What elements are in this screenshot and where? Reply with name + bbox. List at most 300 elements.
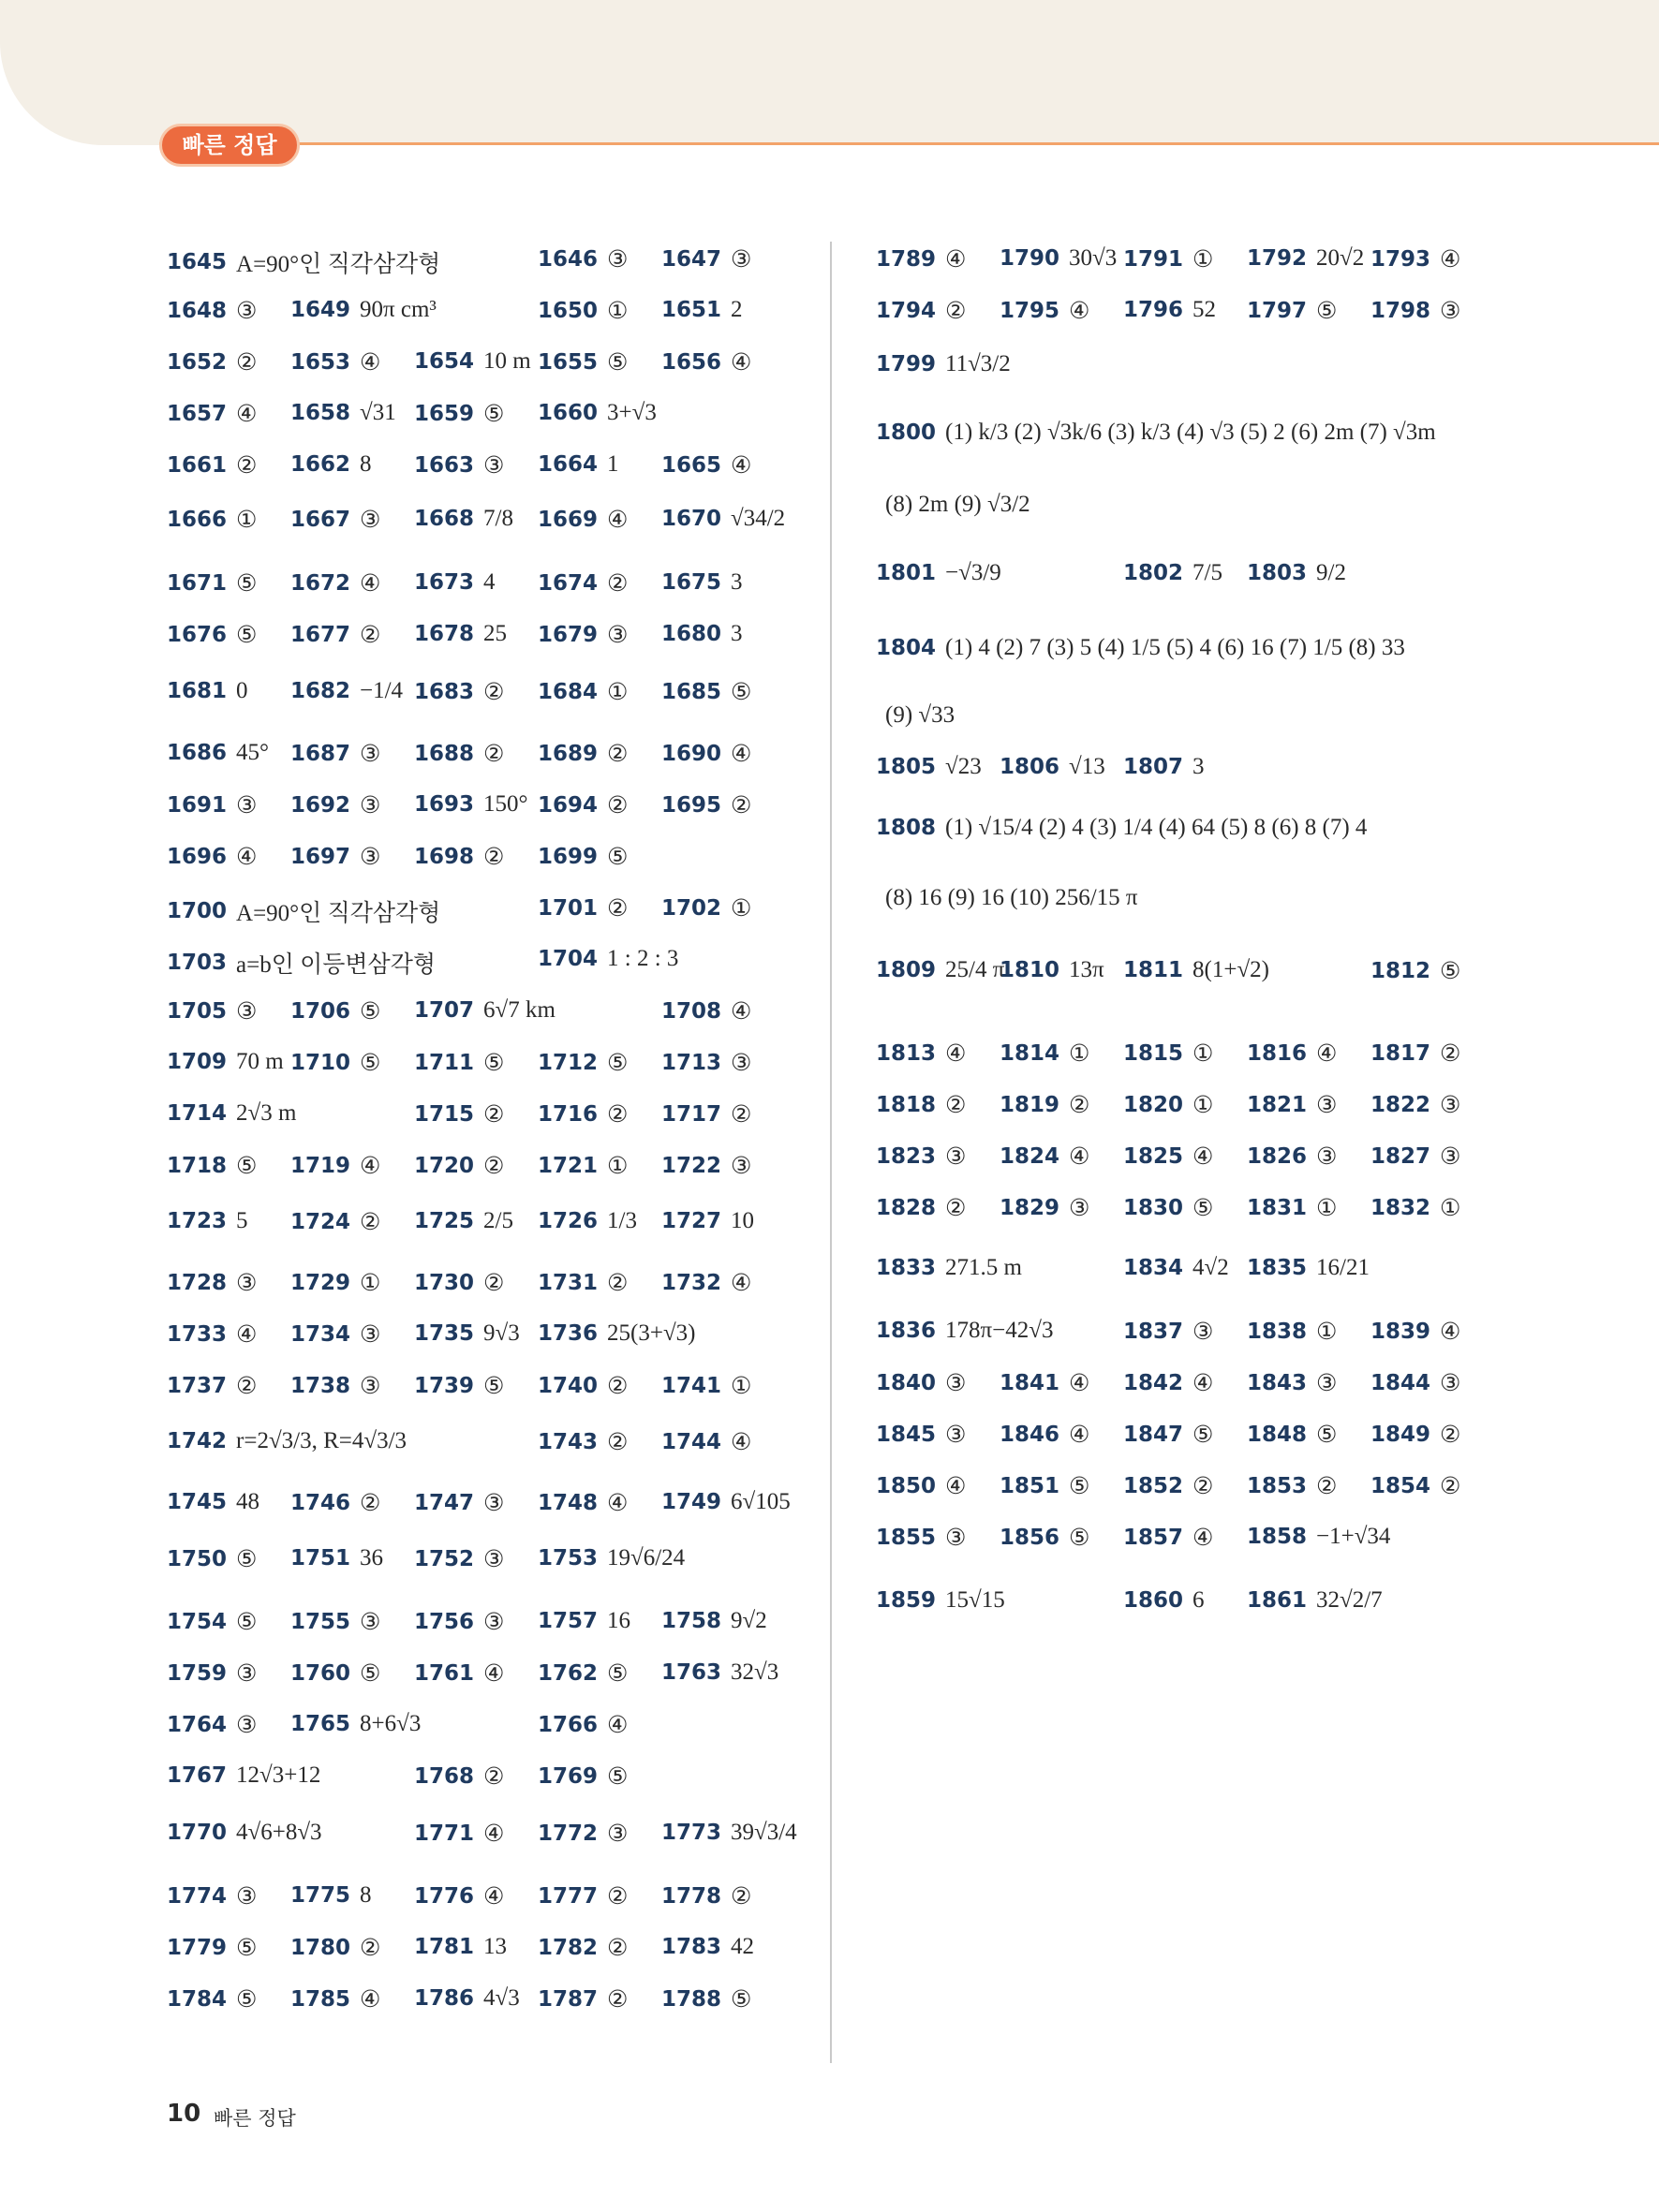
answer-value: 13π <box>1069 957 1104 982</box>
answer-value: ③ <box>607 247 629 273</box>
answer-item <box>290 997 380 1025</box>
answer-item <box>538 621 628 649</box>
answer-item <box>290 1711 421 1737</box>
answer-item <box>1123 1255 1229 1281</box>
answer-value: ③ <box>1440 1093 1461 1118</box>
answer-item <box>1247 297 1337 325</box>
answer-value: ① <box>236 508 258 533</box>
answer-value: ① <box>607 299 629 324</box>
answer-item <box>1123 1472 1213 1500</box>
problem-number: 1793 <box>1370 247 1431 272</box>
problem-number: 1833 <box>876 1256 937 1280</box>
answer-item <box>167 1489 259 1515</box>
answer-item <box>538 1100 628 1128</box>
answer-value: ⑤ <box>483 402 505 427</box>
answer-value: ② <box>731 1102 752 1128</box>
answer-item <box>414 791 528 818</box>
answer-item <box>414 1320 520 1347</box>
answer-value: ③ <box>1440 299 1461 324</box>
answer-value: 9√3 <box>483 1320 520 1346</box>
answer-value: 6√7 km <box>483 997 555 1023</box>
answer-value: 10 m <box>483 348 531 374</box>
answer-item <box>167 1820 322 1846</box>
answer-item <box>1370 1369 1460 1397</box>
answer-item <box>661 1100 751 1128</box>
answer-value: ② <box>483 1764 505 1790</box>
answer-item <box>876 635 1405 661</box>
problem-number: 1774 <box>167 1884 228 1909</box>
answer-item <box>167 1659 257 1688</box>
problem-number: 1719 <box>290 1154 351 1178</box>
problem-number: 1778 <box>661 1884 722 1909</box>
answer-value: 11√3/2 <box>945 351 1011 376</box>
section-badge: 빠른 정답 <box>159 124 300 167</box>
answer-item <box>661 894 751 922</box>
problem-number: 1684 <box>538 680 599 704</box>
problem-number: 1728 <box>167 1271 228 1295</box>
answer-value: ③ <box>731 247 752 273</box>
problem-number: 1798 <box>1370 299 1431 323</box>
answer-item <box>414 1985 520 2012</box>
problem-number: 1804 <box>876 636 937 660</box>
answer-value: ② <box>945 1093 967 1118</box>
problem-number: 1714 <box>167 1101 228 1126</box>
answer-item <box>876 297 966 325</box>
answer-item <box>876 1318 1053 1344</box>
answer-item <box>538 1762 628 1791</box>
answer-item <box>1000 754 1105 780</box>
problem-number: 1764 <box>167 1713 228 1737</box>
answer-item <box>661 348 751 376</box>
problem-number: 1672 <box>290 571 351 596</box>
answer-value: ④ <box>1316 1041 1338 1067</box>
answer-item <box>290 1372 380 1400</box>
answer-value: 39√3/4 <box>731 1820 797 1845</box>
problem-number: 1739 <box>414 1374 475 1398</box>
answer-value: 2√3 m <box>236 1100 297 1126</box>
answer-item <box>167 1269 257 1297</box>
answer-value: ① <box>1192 1041 1214 1067</box>
answer-item <box>876 815 1367 841</box>
answer-value: ② <box>360 1491 381 1516</box>
problem-number: 1725 <box>414 1209 475 1233</box>
answer-value: ③ <box>236 1271 258 1296</box>
answer-item <box>167 1711 257 1739</box>
answer-value: 70 m <box>236 1049 284 1074</box>
answer-item <box>1123 1040 1213 1068</box>
answer-value: ⑤ <box>236 1936 258 1961</box>
answer-value: ② <box>1316 1474 1338 1499</box>
answer-item <box>167 348 257 376</box>
problem-number: 1723 <box>167 1209 228 1233</box>
answer-value: ③ <box>731 1051 752 1076</box>
problem-number: 1808 <box>876 816 937 840</box>
answer-item <box>167 678 248 704</box>
answer-item <box>1247 245 1364 272</box>
answer-item <box>167 1320 257 1349</box>
problem-number: 1651 <box>661 298 722 322</box>
answer-item <box>538 1985 628 2013</box>
problem-number: 1761 <box>414 1661 475 1686</box>
problem-number: 1715 <box>414 1102 475 1127</box>
problem-number: 1668 <box>414 507 475 531</box>
problem-number: 1776 <box>414 1884 475 1909</box>
answer-item <box>167 894 440 928</box>
answer-value: ④ <box>483 1821 505 1847</box>
answer-item <box>538 1711 628 1739</box>
answer-value: ② <box>236 1374 258 1399</box>
answer-value: ④ <box>1069 299 1090 324</box>
answer-value: ③ <box>1440 1144 1461 1170</box>
problem-number: 1741 <box>661 1374 722 1398</box>
answer-item <box>538 400 657 426</box>
answer-item <box>290 791 380 819</box>
problem-number: 1649 <box>290 298 351 322</box>
answer-item <box>414 843 504 871</box>
answer-item <box>414 1049 504 1077</box>
problem-number: 1731 <box>538 1271 599 1295</box>
answer-item <box>661 1934 754 1960</box>
answer-item <box>876 702 955 729</box>
answer-item <box>661 1372 751 1400</box>
problem-number: 1646 <box>538 247 599 272</box>
answer-item <box>1000 1194 1089 1222</box>
problem-number: 1645 <box>167 250 228 274</box>
problem-number: 1858 <box>1247 1525 1308 1549</box>
answer-item <box>538 894 628 922</box>
answer-value: ① <box>1316 1196 1338 1221</box>
answer-item <box>1370 1472 1460 1500</box>
answer-value: ⑤ <box>1440 959 1461 984</box>
problem-number: 1705 <box>167 999 228 1024</box>
answer-value: 7/5 <box>1192 560 1222 585</box>
answer-value: ② <box>607 1884 629 1910</box>
answer-item <box>414 997 555 1024</box>
answer-value: ③ <box>483 1610 505 1635</box>
answer-item <box>1247 1143 1337 1171</box>
answer-value: 150° <box>483 791 528 817</box>
answer-item <box>661 1208 754 1234</box>
answer-value: ④ <box>607 1713 629 1738</box>
problem-number: 1762 <box>538 1661 599 1686</box>
problem-number: 1738 <box>290 1374 351 1398</box>
answer-item <box>661 1608 767 1634</box>
answer-item <box>661 621 743 647</box>
problem-number: 1768 <box>414 1764 475 1789</box>
answer-value: ⑤ <box>483 1051 505 1076</box>
answer-value: ④ <box>731 999 752 1025</box>
answer-item <box>661 569 743 596</box>
answer-value: ② <box>483 680 505 705</box>
problem-number: 1647 <box>661 247 722 272</box>
answer-item <box>1370 297 1460 325</box>
answer-value: ⑤ <box>607 1764 629 1790</box>
answer-value: −1+√34 <box>1316 1524 1391 1549</box>
problem-number: 1813 <box>876 1041 937 1066</box>
answer-item <box>290 1985 380 2013</box>
problem-number: 1829 <box>1000 1196 1060 1220</box>
answer-value: ⑤ <box>1316 1423 1338 1448</box>
answer-item <box>1123 1421 1213 1449</box>
answer-item <box>290 621 380 649</box>
answer-value: ③ <box>483 1491 505 1516</box>
answer-item <box>167 1934 257 1962</box>
answer-item <box>167 1152 257 1180</box>
answer-value: ② <box>483 845 505 870</box>
answer-value: ④ <box>360 571 381 597</box>
answer-value: 32√3 <box>731 1659 779 1685</box>
answer-value: ② <box>1440 1423 1461 1448</box>
problem-number: 1792 <box>1247 246 1308 271</box>
answer-item <box>538 1489 628 1517</box>
header-rule <box>159 142 1659 145</box>
problem-number: 1652 <box>167 350 228 375</box>
problem-number: 1824 <box>1000 1144 1060 1169</box>
answer-item <box>290 506 380 534</box>
answer-value: (1) 4 (2) 7 (3) 5 (4) 1/5 (5) 4 (6) 16 (7) 1/5 (8) 33 <box>945 635 1405 660</box>
answer-item <box>538 1049 628 1077</box>
answer-item <box>661 245 751 273</box>
answer-value: ⑤ <box>236 623 258 648</box>
answer-item <box>167 245 440 279</box>
problem-number: 1837 <box>1123 1320 1184 1344</box>
answer-item <box>414 678 504 706</box>
answer-value: 9√2 <box>731 1608 767 1633</box>
answer-item <box>538 1882 628 1910</box>
problem-number: 1835 <box>1247 1256 1308 1280</box>
answer-item <box>167 1985 257 2013</box>
problem-number: 1765 <box>290 1712 351 1736</box>
answer-value: ③ <box>945 1423 967 1448</box>
problem-number: 1791 <box>1123 247 1184 272</box>
problem-number: 1780 <box>290 1936 351 1960</box>
problem-number: 1771 <box>414 1821 475 1846</box>
answer-value: ④ <box>731 350 752 376</box>
answer-item <box>414 348 531 375</box>
answer-value: ④ <box>1192 1144 1214 1170</box>
answer-item <box>1123 957 1269 983</box>
problem-number: 1671 <box>167 571 228 596</box>
answer-value: ⑤ <box>1069 1474 1090 1499</box>
answer-value: ④ <box>1440 1320 1461 1345</box>
answer-item <box>414 1762 504 1791</box>
answer-item <box>661 506 785 532</box>
problem-number: 1674 <box>538 571 599 596</box>
problem-number: 1688 <box>414 742 475 766</box>
answer-item <box>661 1428 751 1456</box>
answer-item <box>1247 1472 1337 1500</box>
answer-item <box>538 1820 628 1848</box>
answer-value: 25/4 π <box>945 957 1005 982</box>
answer-value: ④ <box>731 1430 752 1455</box>
problem-number: 1740 <box>538 1374 599 1398</box>
answer-value: ① <box>731 1374 752 1399</box>
problem-number: 1653 <box>290 350 351 375</box>
answer-value: ① <box>607 1154 629 1179</box>
problem-number: 1677 <box>290 623 351 647</box>
answer-value: 25 <box>483 621 508 646</box>
problem-number: 1766 <box>538 1713 599 1737</box>
answer-value: ② <box>1192 1474 1214 1499</box>
answer-item <box>167 1049 284 1075</box>
answer-value: ④ <box>1192 1371 1214 1396</box>
problem-number: 1790 <box>1000 246 1060 271</box>
answer-item <box>1370 245 1460 273</box>
problem-number: 1656 <box>661 350 722 375</box>
answer-value: (8) 2m (9) √3/2 <box>885 492 1030 517</box>
answer-item <box>1123 754 1205 780</box>
problem-number: 1712 <box>538 1051 599 1075</box>
problem-number: 1772 <box>538 1821 599 1846</box>
answer-value: ⑤ <box>607 1051 629 1076</box>
answer-value: ④ <box>1440 247 1461 273</box>
problem-number: 1836 <box>876 1319 937 1343</box>
answer-value: ③ <box>607 623 629 648</box>
answer-item <box>661 1152 751 1180</box>
answer-value: ② <box>483 1102 505 1128</box>
problem-number: 1734 <box>290 1322 351 1347</box>
problem-number: 1809 <box>876 958 937 982</box>
problem-number: 1805 <box>876 755 937 779</box>
answer-item <box>876 1587 1005 1614</box>
answer-value: ③ <box>360 742 381 767</box>
problem-number: 1702 <box>661 896 722 921</box>
answer-value: √34/2 <box>731 506 786 531</box>
answer-value: 25(3+√3) <box>607 1320 696 1346</box>
answer-item <box>1247 1255 1370 1281</box>
answer-item <box>414 1152 504 1180</box>
answer-item <box>1123 1524 1213 1552</box>
answer-item <box>1123 1318 1213 1346</box>
answer-item <box>167 1608 257 1636</box>
problem-number: 1696 <box>167 845 228 869</box>
answer-item <box>290 451 372 478</box>
answer-value: ③ <box>483 453 505 479</box>
answer-value: 7/8 <box>483 506 513 531</box>
answer-item <box>1000 1472 1089 1500</box>
problem-number: 1710 <box>290 1051 351 1075</box>
answer-value: 3 <box>731 569 743 595</box>
answer-item <box>876 1091 966 1119</box>
problem-number: 1758 <box>661 1609 722 1633</box>
answer-item <box>414 569 496 596</box>
problem-number: 1783 <box>661 1935 722 1959</box>
answer-item <box>538 791 628 819</box>
answer-value: 1/3 <box>607 1208 637 1233</box>
answer-item <box>538 506 628 534</box>
answer-value: 42 <box>731 1934 755 1959</box>
answer-value: 3 <box>1192 754 1205 779</box>
problem-number: 1716 <box>538 1102 599 1127</box>
problem-number: 1706 <box>290 999 351 1024</box>
answer-value: ② <box>731 793 752 818</box>
answer-item <box>876 1524 966 1552</box>
answer-value: ⑤ <box>360 1051 381 1076</box>
answer-value: ③ <box>360 508 381 533</box>
answer-item <box>414 1208 513 1234</box>
problem-number: 1819 <box>1000 1093 1060 1117</box>
answer-item <box>538 1208 637 1234</box>
answer-value: 4√3 <box>483 1985 520 2011</box>
answer-item <box>290 1608 380 1636</box>
problem-number: 1667 <box>290 508 351 532</box>
answer-value: ④ <box>1069 1423 1090 1448</box>
problem-number: 1683 <box>414 680 475 704</box>
problem-number: 1861 <box>1247 1588 1308 1613</box>
problem-number: 1713 <box>661 1051 722 1075</box>
problem-number: 1812 <box>1370 959 1431 983</box>
problem-number: 1756 <box>414 1610 475 1634</box>
problem-number: 1665 <box>661 453 722 478</box>
answer-item <box>876 492 1030 518</box>
problem-number: 1818 <box>876 1093 937 1117</box>
answer-value: ② <box>607 742 629 767</box>
answer-value: ③ <box>236 1661 258 1687</box>
answer-item <box>876 1040 966 1068</box>
problem-number: 1648 <box>167 299 228 323</box>
problem-number: 1707 <box>414 998 475 1023</box>
problem-number: 1695 <box>661 793 722 818</box>
answer-item <box>1000 297 1089 325</box>
answer-item <box>1123 1143 1213 1171</box>
answer-item <box>290 1882 372 1909</box>
problem-number: 1748 <box>538 1491 599 1515</box>
answer-value: ① <box>607 680 629 705</box>
answer-value: 5 <box>236 1208 248 1233</box>
answer-value: ③ <box>236 999 258 1025</box>
answer-value: 2/5 <box>483 1208 513 1233</box>
answer-item <box>876 245 966 273</box>
problem-number: 1747 <box>414 1491 475 1515</box>
problem-number: 1769 <box>538 1764 599 1789</box>
problem-number: 1744 <box>661 1430 722 1454</box>
answer-item <box>538 348 628 376</box>
answer-item <box>290 1320 380 1349</box>
answer-item <box>538 1608 630 1634</box>
answer-value: ① <box>1316 1320 1338 1345</box>
problem-number: 1797 <box>1247 299 1308 323</box>
answer-value: ② <box>483 1154 505 1179</box>
problem-number: 1834 <box>1123 1256 1184 1280</box>
answer-item <box>876 1369 966 1397</box>
answer-item <box>876 560 1001 586</box>
answer-item <box>661 1049 751 1077</box>
answer-value: ⑤ <box>236 1987 258 2013</box>
answer-value: 45° <box>236 740 270 765</box>
answer-item <box>167 1882 257 1910</box>
answer-value: ⑤ <box>731 680 752 705</box>
answer-value: 90π cm³ <box>360 297 437 322</box>
answer-value: ③ <box>236 793 258 818</box>
problem-number: 1759 <box>167 1661 228 1686</box>
answer-item <box>1370 1143 1460 1171</box>
problem-number: 1794 <box>876 299 937 323</box>
problem-number: 1763 <box>661 1660 722 1685</box>
answer-item <box>876 351 1011 377</box>
problem-number: 1815 <box>1123 1041 1184 1066</box>
problem-number: 1659 <box>414 402 475 426</box>
problem-number: 1775 <box>290 1883 351 1908</box>
answer-item <box>876 1472 966 1500</box>
answer-value: √31 <box>360 400 396 425</box>
problem-number: 1823 <box>876 1144 937 1169</box>
answer-value: ③ <box>945 1526 967 1551</box>
answer-value: ③ <box>360 1610 381 1635</box>
answer-value: ⑤ <box>236 571 258 597</box>
answer-item <box>167 1428 407 1454</box>
problem-number: 1821 <box>1247 1093 1308 1117</box>
problem-number: 1847 <box>1123 1423 1184 1447</box>
